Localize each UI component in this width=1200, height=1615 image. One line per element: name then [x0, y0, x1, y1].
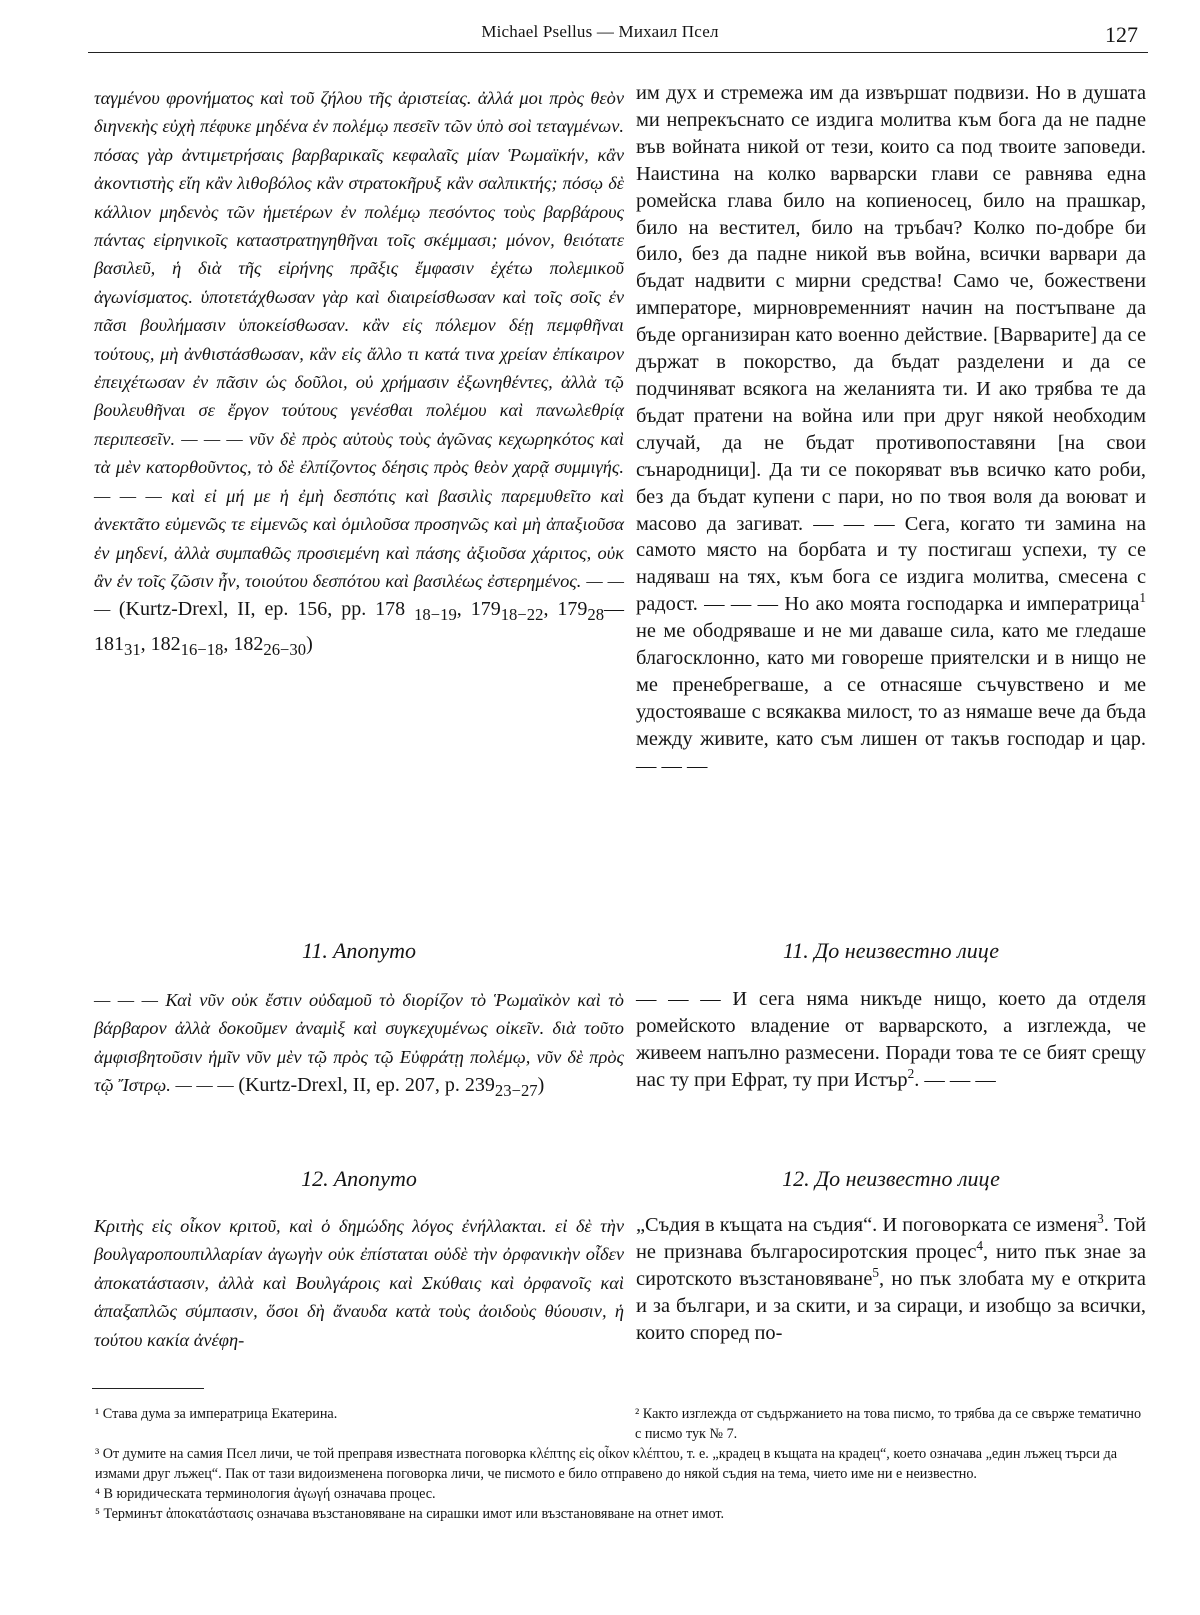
footnote-3: ³ От думите на самия Псел личи, че той преправя известната поговорка κλέπτης εἰς οἶκον κλέπτου, т. е. „крадец в къщата на крадец“, което означава „един лъжец търси да измами друг лъжец“. Пак от тази видоизменена поговорка личи, че писмото е било отправено до някой съдия на тема, чието име ни е неизвестно. [95, 1446, 1118, 1482]
greek-column-letter-12 [94, 1212, 624, 1354]
greek-column-letter-11 [94, 986, 624, 1106]
citation-kurtz-drexl-ep156: (Kurtz-Drexl, II, ep. 156, pp. 178 $_{18-19}$, $179_{18-22}$, $179_{28}—181_{31}$, $182_{16-18}$, $182_{26-30}$) [94, 598, 625, 659]
footnote-ref-1: 1 [1139, 590, 1146, 606]
footnote-ref-2: 2 [907, 1065, 915, 1081]
greek-text-letter-12: Κριτὴς εἰς οἶκον κριτοῦ, καὶ ὁ δημώδης λόγος ἐνήλλακται. εἰ δὲ τὴν βουλγαροπουπιλλαρίαν ἀγωγὴν οὐκ ἐπίσταται οὐδὲ τὴν ὀρφανικὴν οἶδεν ἀποκατάστασιν, ἀλλὰ καὶ Βουλγάροις καὶ Σκύθαις καὶ ὀρφανοῖς καὶ ἁπαξαπλῶς σύμπασιν, ὅσοι δὴ ἄναυδα κατὰ τοὺς ἀοιδοὺς θύουσιν, ἡ τούτου κακία ἀνέφη- [94, 1216, 624, 1350]
footnote-ref-3: 3 [1097, 1211, 1104, 1227]
bulgarian-column-continued-letter [636, 80, 1146, 780]
footnote-1: ¹ Става дума за императрица Екатерина. [95, 1406, 338, 1422]
footnote-4: ⁴ В юридическата терминология ἀγωγή означава процес. [95, 1486, 436, 1502]
bulgarian-text-continued: им дух и стремежа им да извършат подвизи. Но в душата ми непрекъснато се издига молитва към бога да не падне във войната никой от тези, които са под твоите заповеди. Наистина на колко варварски глави се равнява една ромейска глава било на копиеносец, било на прашкар, било на вестител, било на тръбач? Колко по-добре би било, без да падне никой във война, всички варвари да бъдат надвити с мирни средства! Само че, божествени императоре, мирновременният начин на постъпване да бъде организиран като военно действие. [Варварите] да се държат в покорство, да бъдат разделени и да се подчиняват всякога на желанията ти. И ако трябва те да бъдат пратени на война или при друг някой необходим случай, да не бъдат противопоставяни [на свои сънародници]. Да ти се покоряват във всичко като роби, без да бъдат купени с пари, но по твоя воля да воюват и масово да загиват. — — — Сега, когато ти замина на самото място на борбата и ту постигаш успехи, ту се надяваш на тях, към бога се издига молитва, смесена с радост. — — — Но ако моята господарка и императрица$^1$ не ме ободряваше и не ми даваше сила, като ме гледаше благосклонно, като ми говореше приятелски и в нищо не ме пренебрегваше, а се отнасяше съчувствено и ме удостояваше с всякаква милост, то аз нямаше вече да бъда между живите, като съм лишен от такъв господар и цар. — — — [636, 82, 1146, 777]
footnote-separator [92, 1388, 204, 1389]
bulgarian-column-letter-12 [636, 1212, 1146, 1347]
bulgarian-column-letter-11 [636, 986, 1146, 1094]
running-header-title: Michael Psellus — Михаил Псел [481, 22, 719, 41]
greek-text-continued: ταγμένου φρονήματος καὶ τοῦ ζήλου τῆς ἀριστείας. ἀλλά μοι πρὸς θεὸν διηνεκὴς εὐχὴ πέφυκε μηδένα ἐν πολέμῳ πεσεῖν τῶν ὑπὸ σοὶ τεταγμένων. πόσας γὰρ ἀντιμετρήσαις βαρβαρικαῖς κεφαλαῖς μίαν Ῥωμαϊκήν, κἂν ἀκοντιστὴς εἴη κἂν λιθοβόλος κἂν στρατοκῆρυξ κἂν σαλπικτής; πόσῳ δὲ κάλλιον μηδενὸς τῶν ἡμετέρων ἐν πολέμῳ πεσόντος τοὺς βαρβάρους πάντας εἰρηνικοῖς καταστρατηγηθῆναι τοῖς σκέμμασι; μόνον, θειότατε βασιλεῦ, ἡ διὰ τῆς εἰρήνης πρᾶξις ἔμφασιν ἐχέτω πολεμικοῦ ἀγωνίσματος. ὑποτετάχθωσαν γὰρ καὶ διαιρείσθωσαν καὶ τοῖς σοῖς ἐν πᾶσι βουλήμασιν ὑποκείσθωσαν. κἂν εἰς πόλεμον δέῃ πεμφθῆναι τούτους, μὴ ἀνθιστάσθωσαν, κἂν εἰς ἄλλο τι κατά τινα χρείαν ἐπίκαιρον ἐπειχέτωσαν ἐν πᾶσιν ὡς δοῦλοι, οὐ χρήμασιν ἐξωνηθέντες, ἀλλὰ τῷ βουλευθῆναι σε ἔργον τούτους γενέσθαι πολέμου καὶ πανωλεθρίᾳ περιπεσεῖν. — — — νῦν δὲ πρὸς αὐτοὺς τοὺς ἀγῶνας κεχωρηκότος καὶ τὰ μὲν κατορθοῦντος, τὸ δὲ ἐλπίζοντος δέησις πρὸς θεὸν χαρᾷ συμμιγής. — — — καὶ εἰ μή με ἡ ἐμὴ δεσπότις καὶ βασιλὶς παρεμυθεῖτο καὶ ἀνεκτᾶτο εὐμενῶς τε εἰμενῶς καὶ ὁμιλοῦσα προσηνῶς καὶ μὴ ἀπαξιοῦσα ἐν μηδενί, ἀλλὰ συμπαθῶς προσιεμένη καὶ πάσης ἀξιοῦσα χάριτος, οὐκ ἂν ἐν τοῖς ζῶσιν ἦν, τοιούτου δεσπότου καὶ βασιλέως ἐστερημένος. — — — (Kurtz-Drexl, II, ep. 156, pp. 178 $_{18-19}$, $179_{18-22}$, $179_{28}—181_{31}$, $182_{16-18}$, $182_{26-30}$) [94, 88, 625, 659]
heading-letter-11-greek: 11. Anonymo [301, 938, 417, 963]
bulgarian-text-letter-12: „Съдия в къщата на съдия“. И поговорката се изменя$^3$. Той не признава българосиротския процес$^4$, нито пък знае за сиротското възстановяване$^5$, но пък злобата му е открита и за българи, и за скити, и за сираци, и изобщо за всички, които според по- [636, 1211, 1147, 1344]
citation-kurtz-drexl-ep207: (Kurtz-Drexl, II, ep. 207, p. $239_{23-27}$) [238, 1074, 545, 1101]
footnote-ref-4: 4 [976, 1238, 984, 1254]
greek-column-continued-letter [94, 84, 624, 664]
heading-letter-12-bulgarian: 12. До неизвестно лице [782, 1166, 1000, 1191]
header-rule [88, 52, 1148, 53]
footnote-ref-5: 5 [872, 1265, 880, 1281]
footnote-2: ² Както изглежда от съдържанието на това писмо, то трябва да се свърже тематично с писмо тук № 7. [635, 1406, 1142, 1442]
heading-letter-12-greek: 12. Anonymo [301, 1166, 417, 1191]
page-number: 127 [1105, 22, 1138, 47]
greek-text-letter-11: — — — Καὶ νῦν οὐκ ἔστιν οὐδαμοῦ τὸ διορίζον τὸ Ῥωμαϊκὸν καὶ τὸ βάρβαρον ἀλλὰ δοκοῦμεν ἀναμὶξ καὶ συγκεχυμένως οἰκεῖν. διὰ τοῦτο ἀμφισβητοῦσιν ἡμῖν νῦν μὲν τῷ πρὸς τῷ Εὐφράτῃ πολέμῳ, νῦν δὲ πρὸς τῷ Ἴστρῳ. — — — (Kurtz-Drexl, II, ep. 207, p. $239_{23-27}$) [94, 990, 624, 1101]
footnotes [95, 1404, 1145, 1524]
footnote-5: ⁵ Терминът ἀποκατάστασις означава възстановяване на сирашки имот или възстановяване на отнет имот. [95, 1506, 725, 1522]
bulgarian-text-letter-11: — — — И сега няма никъде нищо, което да отделя ромейското владение от варварското, а изглежда, че живеем напълно размесени. Поради това те се бият срещу нас ту при Ефрат, ту при Истър$^2$. — — — [636, 988, 1146, 1091]
heading-letter-11-bulgarian: 11. До неизвестно лице [782, 938, 1000, 963]
